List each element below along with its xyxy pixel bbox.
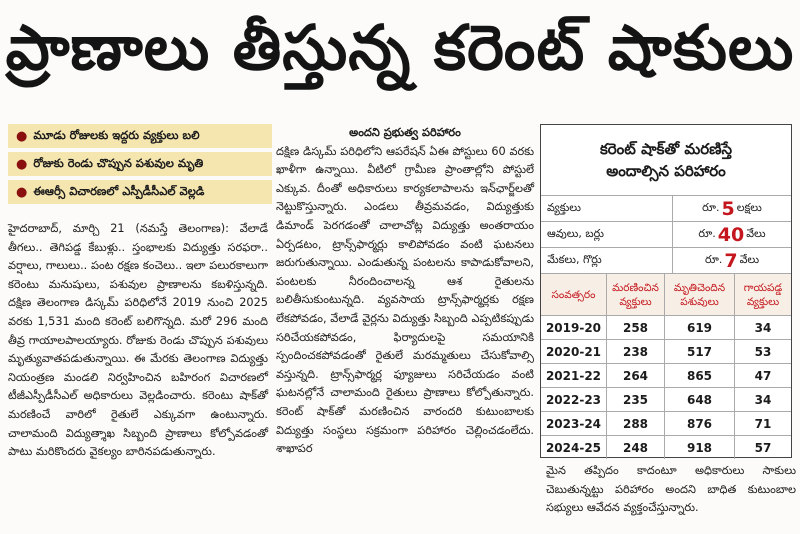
highlight-item: [8, 180, 272, 204]
compensation-unit: వేలు: [739, 252, 760, 266]
table-row: [541, 387, 791, 411]
currency-prefix: రూ.: [698, 226, 716, 240]
compensation-amount: 5: [721, 197, 735, 220]
cell-deaths: 235: [607, 388, 665, 411]
compensation-label: వ్యక్తులు: [541, 196, 673, 221]
cell-cattle: 918: [665, 436, 735, 459]
article-text: దక్షిణ డిస్కమ్ పరిధిలోని ఆపరేషన్ ఏఈ పోస్టులు 60 వరకు ఖాళీగా ఉన్నాయి. వీటిలో గ్రామీణ ప్రాంతాల్లోని పోస్టులే ఎక్కువ. దీంతో అధికారులు కార్యకలాపాలను ఇన్‌ఛార్జ్‌లతో నెట్టుకొస్తున్నారు. ఎండలు తీవ్రమవడం, విద్యుత్తుకు డిమాండ్ పెరగడంతో చాలాచోట్ల విద్యుత్తు అంతరాయం ఏర్పడటం, ట్రాన్స్‌ఫార్మర్లు కాలిపోవడం వంటి ఘటనలు జరుగుతున్నాయి. ఎండుతున్న పంటలను కాపాడుకోవాలని, పంటలకు నీరందించాలన్న ఆశ రైతులను బలితీసుకుంటున్నది. వ్యవసాయ ట్రాన్స్‌ఫార్మర్లకు రక్షణ లేకపోవడం, వేలాడే వైర్లను విద్యుత్తు సిబ్బంది ఎప్పటికప్పుడు సరిచేయకపోవడం, ఫిర్యాదులపై సమయానికి స్పందించకపోవడంతో రైతులే మరమ్మతులు చేసుకోవాల్సి వస్తున్నది. ట్రాన్స్‌ఫార్మర్ల ఫ్యూజులు సరిచేయడం వంటి ఘటనల్లోనే చాలామంది రైతులు ప్రాణాలు కోల్పోతున్నారు. కరెంట్ షాక్‌తో మరణించిన వారందరి కుటుంబాలకు విద్యుత్తు సంస్థలు సక్రమంగా పరిహారం చెల్లించడంలేదు. శాఖాపర: [276, 144, 534, 456]
cell-deaths: 238: [607, 340, 665, 363]
bullet-icon: ●: [16, 156, 28, 172]
cell-injured: 34: [754, 392, 772, 407]
highlights-list: [8, 124, 272, 208]
table-row: [541, 339, 791, 363]
table-row: [541, 411, 791, 435]
cell-year: 2020-21: [541, 340, 607, 363]
cell-year: 2019-20: [541, 316, 607, 339]
cell-injured: 53: [754, 344, 772, 359]
article-column-1: [8, 220, 268, 462]
compensation-row: [541, 221, 791, 247]
article-text: మైన తప్పిదం కాదంటూ అధికారులు సాకులు చెబుతున్నట్టు పరిహారం అందని బాధిత కుటుంబాల సభ్యులు ఆవేదన వ్యక్తంచేస్తున్నారు.: [546, 464, 796, 515]
table-row: [541, 435, 791, 459]
bullet-icon: ●: [16, 184, 28, 200]
compensation-value: [673, 248, 791, 273]
cell-injured: 34: [754, 320, 772, 335]
currency-prefix: రూ.: [704, 252, 723, 266]
column-header: సంవత్సరం: [541, 274, 607, 315]
column-header: మరణించిన వ్యక్తులు: [607, 274, 665, 315]
compensation-value: [673, 222, 791, 247]
table-title-line: కరెంట్ షాక్‌తో మరణిస్తే: [599, 140, 733, 158]
cell-deaths: 248: [607, 436, 665, 459]
compensation-amount: 40: [717, 223, 745, 246]
compensation-label: ఆవులు, బర్లు: [541, 222, 673, 247]
subheading: అందని ప్రభుత్వ పరిహారం: [349, 126, 461, 139]
column-header: మృతిచెందిన పశువులు: [665, 274, 735, 315]
cell-deaths: 288: [607, 412, 665, 435]
compensation-row: [541, 195, 791, 221]
highlight-item: [8, 124, 272, 148]
article-column-3: [546, 462, 796, 518]
column-header: గాయపడ్డ వ్యక్తులు: [743, 281, 783, 308]
cell-deaths: 264: [607, 364, 665, 387]
cell-injured: 71: [754, 416, 772, 431]
compensation-table: [540, 124, 792, 458]
cell-cattle: 619: [665, 316, 735, 339]
cell-cattle: 876: [665, 412, 735, 435]
article-text: హైదరాబాద్, మార్చి 21 (నమస్తే తెలంగాణ): వేలాడే తీగలు.. తెగిపడ్డ కేబుళ్లు.. స్తంభాలకు విద్యుత్తు సరఫరా.. వర్షాలు, గాలులు.. పంట రక్షణ కంచెలు.. ఇలా పలురకాలుగా కరెంటు మనుషులు, పశువుల ప్రాణాలను కబళిస్తున్నది. దక్షిణ తెలంగాణ డిస్కమ్ పరిధిలోనే 2019 నుంచి 2025 వరకు 1,531 మంది కరెంట్ బలిగొన్నది. మరో 296 మంది తీవ్ర గాయాలపాలయ్యారు. రోజుకు రెండు చొప్పున పశువులు మృత్యువాతపడుతున్నాయి. ఈ మేరకు తెలంగాణ విద్యుత్తు నియంత్రణ మండలి నిర్వహించిన బహిరంగ విచారణలో టీజీఎస్పీడీసీఎల్ అధికారులు వెల్లడించారు. కరెంటు షాక్‌తో మరణించే వారిలో రైతులే ఎక్కువగా ఉంటున్నారు. చాలామంది విద్యుత్శాఖ సిబ్బంది ప్రాణాలు కోల్పోవడంతో పాటు మరికొందరు వైకల్యం బారినపడుతున్నారు.: [8, 222, 268, 459]
cell-cattle: 648: [665, 388, 735, 411]
compensation-label: మేకలు, గొర్లు: [541, 248, 673, 273]
headline: ప్రాణాలు తీస్తున్న కరెంట్ షాకులు: [5, 11, 795, 84]
cell-cattle: 517: [665, 340, 735, 363]
table-header-row: [541, 273, 791, 315]
table-row: [541, 363, 791, 387]
compensation-value: [673, 196, 791, 221]
highlight-text: మూడు రోజులకు ఇద్దరు వ్యక్తులు బలి: [33, 127, 200, 142]
compensation-row: [541, 247, 791, 273]
cell-year: 2023-24: [541, 412, 607, 435]
table-title: [541, 125, 791, 195]
cell-injured: 57: [754, 440, 772, 455]
cell-year: 2021-22: [541, 364, 607, 387]
table-title-line: అందాల్సిన పరిహారం: [606, 162, 726, 180]
compensation-unit: వేలు: [746, 226, 766, 240]
highlight-text: ఈఆర్సీ విచారణలో ఎస్పీడీసీఎల్ వెల్లడి: [33, 183, 205, 198]
article-column-2: [276, 124, 534, 459]
compensation-amount: 7: [724, 249, 738, 272]
cell-injured: 47: [754, 368, 772, 383]
bullet-icon: ●: [16, 128, 28, 144]
highlight-item: [8, 152, 272, 176]
table-row: [541, 315, 791, 339]
cell-year: 2022-23: [541, 388, 607, 411]
compensation-unit: లక్షలు: [736, 200, 762, 214]
cell-deaths: 258: [607, 316, 665, 339]
cell-year: 2024-25: [541, 436, 607, 459]
cell-cattle: 865: [665, 364, 735, 387]
currency-prefix: రూ.: [702, 200, 720, 214]
highlight-text: రోజుకు రెండు చొప్పున పశువుల మృతి: [33, 155, 204, 170]
